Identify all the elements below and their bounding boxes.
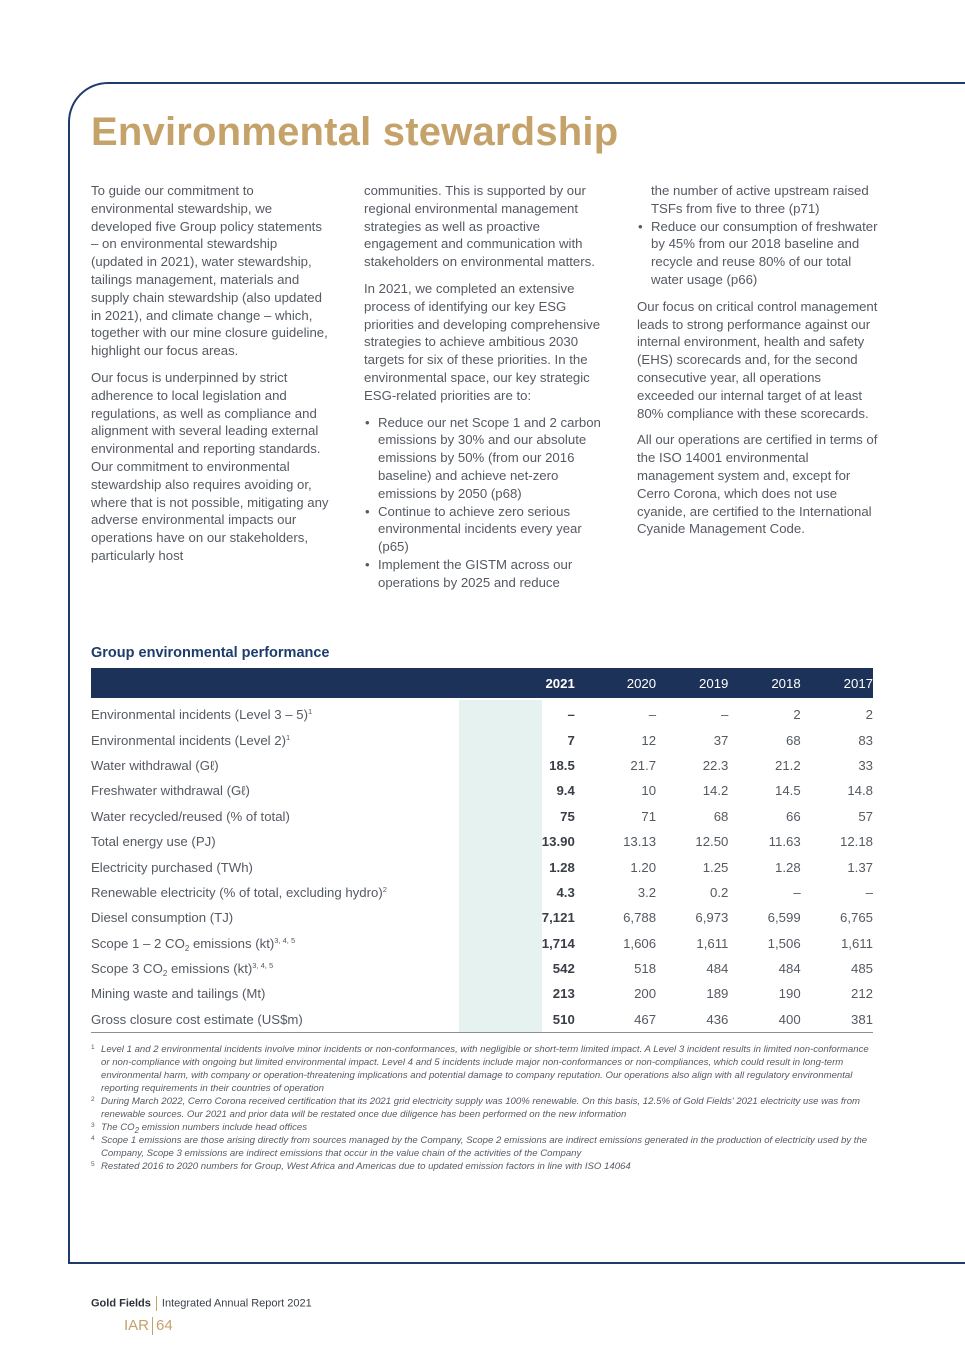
value-cell: 200	[634, 986, 657, 1002]
page-number-value: 64	[156, 1317, 173, 1334]
paragraph: communities. This is supported by our regional environmental management strategies as well as proactive engagement and communication with stakeholders on environmental matters.	[364, 183, 595, 270]
row-label: Mining waste and tailings (Mt)	[91, 986, 266, 1002]
row-label: Renewable electricity (% of total, excluding hydro)$^2$	[91, 884, 387, 900]
row-label: Water recycled/reused (% of total)	[91, 808, 290, 824]
value-cell: 57	[858, 808, 873, 824]
value-cell: 18.5	[549, 757, 575, 773]
row-label: Environmental incidents (Level 2)$^1$	[91, 732, 291, 748]
footnote-ref: 3, 4, 5	[274, 935, 296, 945]
header-cell-year: 2018	[771, 675, 801, 691]
list-item-continuation: the number of active upstream raised TSFs from five to three (p71)	[651, 183, 869, 216]
value-cell: 1,506	[767, 935, 801, 951]
value-cell: 1.25	[702, 859, 729, 875]
footnote: 1 Level 1 and 2 environmental incidents involve minor incidents or non-conformances, with negligible or short-term limited impact. A Level 3 incident results in limited non-conformance or non-compliance with ongoing but limited environmental impact. Level 4 and 5 incidents include major non-conformances or non-compliances, which could result in long-term environmental harm, with company or operation-threatening implications and potential damage to company reputation. Our operations also align with all regulatory environmental reporting requirements in their countries of operation	[91, 1043, 876, 1095]
value-cell: 13.13	[623, 834, 657, 850]
footnote: 3 The $CO_2$ emission numbers include head offices	[91, 1121, 876, 1134]
value-cell: –	[865, 884, 873, 900]
text-column-1	[91, 182, 331, 574]
table-row	[91, 804, 873, 829]
row-label: Scope 3 $CO_2$ emissions (kt)$^{3, 4, 5}$	[91, 961, 274, 979]
value-cell: 1.37	[847, 859, 873, 875]
value-cell: 12.18	[839, 834, 873, 850]
text-column-3	[637, 182, 881, 547]
value-cell: 400	[728, 1007, 800, 1033]
list-item: • Implement the GISTM across our operations by 2025 and reduce	[364, 556, 608, 592]
paragraph: Our focus on critical control management leads to strong performance against our internal environment, health and safety (EHS) scorecards and, for the second consecutive year, all operations exceeded our internal target of at least 80% compliance with these scorecards.	[637, 298, 878, 421]
value-cell: 2	[865, 707, 873, 723]
paragraph: To guide our commitment to environmental stewardship, we developed five Group policy statements – on environmental stewardship (updated in 2021), water stewardship, tailings management, materials and supply chain stewardship (also updated in 2021), and climate change – which, together with our mine closure guideline, highlight our focus areas.	[91, 183, 328, 359]
text-column-2	[364, 182, 608, 601]
value-cell: 1,611	[840, 935, 873, 951]
company-name: Gold Fields	[91, 1297, 151, 1310]
value-cell: 1,606	[623, 935, 657, 951]
footnote: 2 During March 2022, Cerro Corona received certification that its 2021 grid electricity supply was 100% renewable. On this basis, 12.5% of Gold Fields' 2021 electricity use was from renewable sources. Our 2021 and prior data will be restated once due diligence has been performed on the new information	[91, 1095, 876, 1121]
table-row	[91, 931, 873, 956]
value-cell: 484	[706, 961, 729, 977]
value-cell: 66	[786, 808, 801, 824]
priority-list	[637, 218, 881, 289]
value-cell: 212	[850, 986, 873, 1002]
table-row	[91, 753, 873, 778]
value-cell: –	[721, 707, 729, 723]
value-cell: 3.2	[637, 884, 657, 900]
value-cell: 37	[713, 732, 729, 748]
row-label: Diesel consumption (TJ)	[91, 910, 234, 926]
value-cell: 71	[641, 808, 657, 824]
value-cell: 1.28	[549, 859, 575, 875]
value-cell: 7	[567, 732, 575, 748]
value-cell: –	[648, 707, 657, 723]
table-row	[91, 956, 873, 981]
table-row	[91, 698, 873, 727]
footer-brand	[91, 1296, 312, 1311]
value-cell: 6,765	[839, 910, 873, 926]
footnote: 5 Restated 2016 to 2020 numbers for Group, West Africa and Americas due to updated emission factors in line with ISO 14064	[91, 1160, 876, 1173]
header-cell-metric	[91, 668, 510, 698]
table-row	[91, 1007, 873, 1033]
value-cell: 0.2	[710, 884, 729, 900]
value-cell: 467	[584, 1007, 656, 1033]
value-cell: 10	[641, 783, 657, 799]
value-cell: 12	[641, 732, 657, 748]
row-label: Freshwater withdrawal (Gℓ)	[91, 783, 250, 799]
value-cell: 14.8	[847, 783, 873, 799]
subscript: 2	[184, 943, 190, 953]
footnote-ref: 1	[307, 707, 313, 717]
table-row	[91, 829, 873, 854]
value-cell: 12.50	[695, 834, 729, 850]
footnote-number: 3	[91, 1122, 95, 1129]
table-row	[91, 880, 873, 905]
value-cell: 189	[706, 986, 729, 1002]
row-label: Gross closure cost estimate (US$m)	[91, 1007, 510, 1033]
value-cell: 83	[858, 732, 873, 748]
divider	[152, 1317, 153, 1335]
value-cell: 484	[778, 961, 801, 977]
list-item: • Reduce our consumption of freshwater by 45% from our 2018 baseline and recycle and reuse 80% of our total water usage (p66)	[637, 218, 881, 289]
value-cell: 213	[552, 986, 575, 1002]
header-cell-year: 2021	[545, 675, 575, 691]
value-cell: 485	[850, 961, 873, 977]
paragraph: In 2021, we completed an extensive process of identifying our key ESG priorities and developing comprehensive strategies to achieve ambitious 2030 targets for six of these priorities. In the environmental space, our key strategic ESG-related priorities are to:	[364, 280, 601, 403]
footnote-number: 1	[91, 1044, 95, 1051]
value-cell: 190	[778, 986, 801, 1002]
environmental-performance-table	[91, 668, 873, 1033]
divider	[156, 1296, 157, 1311]
header-cell-year: 2019	[699, 675, 729, 691]
value-cell: 33	[858, 757, 873, 773]
table-row	[91, 727, 873, 752]
value-cell: 1,714	[541, 935, 575, 951]
footnote-number: 5	[91, 1161, 95, 1168]
value-cell: 14.5	[775, 783, 801, 799]
row-label: Water withdrawal (Gℓ)	[91, 757, 219, 773]
value-cell: 21.7	[630, 757, 657, 773]
footnote-ref: 1	[285, 732, 291, 742]
value-cell: 1,611	[696, 935, 729, 951]
paragraph: Our focus is underpinned by strict adherence to local legislation and regulations, as well as compliance and alignment with several leading external environmental and reporting standards. Our commitment to environmental stewardship also requires avoiding or, where that is not possible, mitigating any adverse environmental impacts our operations have on our stakeholders, particularly host	[91, 369, 329, 563]
table-row	[91, 778, 873, 803]
footnote-ref: 3, 4, 5	[252, 961, 274, 971]
table-title: Group environmental performance	[91, 645, 330, 661]
priority-list	[364, 414, 608, 592]
paragraph: All our operations are certified in terms of the ISO 14001 environmental management system and, except for Cerro Corona, which does not use cyanide, are certified to the International Cyanide Management Code.	[637, 432, 878, 537]
value-cell: –	[793, 884, 801, 900]
page-number	[124, 1317, 173, 1335]
section-label: IAR	[124, 1317, 150, 1334]
row-label: Scope 1 – 2 $CO_2$ emissions (kt)$^{3, 4, 5}$	[91, 935, 296, 953]
footnote-ref: 2	[382, 884, 387, 894]
value-cell: 11.63	[768, 834, 801, 850]
table-row	[91, 854, 873, 879]
value-cell: 1.28	[775, 859, 801, 875]
row-label: Electricity purchased (TWh)	[91, 859, 253, 875]
row-label: Environmental incidents (Level 3 – 5)$^1$	[91, 707, 313, 723]
value-cell: 1.20	[630, 859, 657, 875]
table-row	[91, 981, 873, 1006]
footnote-number: 2	[91, 1096, 95, 1103]
value-cell: 7,121	[541, 910, 575, 926]
value-cell: 542	[552, 961, 575, 977]
value-cell: 381	[801, 1007, 873, 1033]
value-cell: 21.2	[775, 757, 801, 773]
report-name: Integrated Annual Report 2021	[161, 1297, 312, 1310]
value-cell: 4.3	[556, 884, 575, 900]
row-label: Total energy use (PJ)	[91, 834, 216, 850]
value-cell: 14.2	[702, 783, 729, 799]
value-cell: 6,973	[695, 910, 729, 926]
value-cell: 6,599	[767, 910, 801, 926]
value-cell: 13.90	[541, 834, 575, 850]
value-cell: –	[567, 707, 575, 723]
footnotes	[91, 1043, 876, 1173]
table-header-row	[91, 668, 873, 698]
header-cell-year: 2020	[626, 675, 657, 691]
table-row	[91, 905, 873, 930]
value-cell: 510	[510, 1007, 584, 1033]
value-cell: 2	[793, 707, 801, 723]
value-cell: 68	[713, 808, 729, 824]
list-item: • Continue to achieve zero serious environmental incidents every year (p65)	[364, 503, 608, 556]
footnote: 4 Scope 1 emissions are those arising directly from sources managed by the Company, Scope 2 emissions are indirect emissions generated in the production of electricity used by the Company, Scope 3 emissions are indirect emissions that occur in the value chain of the activities of the Company	[91, 1134, 876, 1160]
value-cell: 22.3	[702, 757, 729, 773]
header-cell-year: 2017	[843, 675, 873, 691]
value-cell: 518	[634, 961, 657, 977]
value-cell: 68	[786, 732, 801, 748]
value-cell: 436	[656, 1007, 728, 1033]
value-cell: 6,788	[623, 910, 657, 926]
list-item: • Reduce our net Scope 1 and 2 carbon emissions by 30% and our absolute emissions by 50% (from our 2016 baseline) and achieve net-zero emissions by 2050 (p68)	[364, 414, 608, 503]
page-title: Environmental stewardship	[91, 110, 619, 154]
value-cell: 75	[560, 808, 575, 824]
footnote-number: 4	[91, 1135, 95, 1142]
subscript: 2	[162, 969, 168, 979]
value-cell: 9.4	[556, 783, 575, 799]
